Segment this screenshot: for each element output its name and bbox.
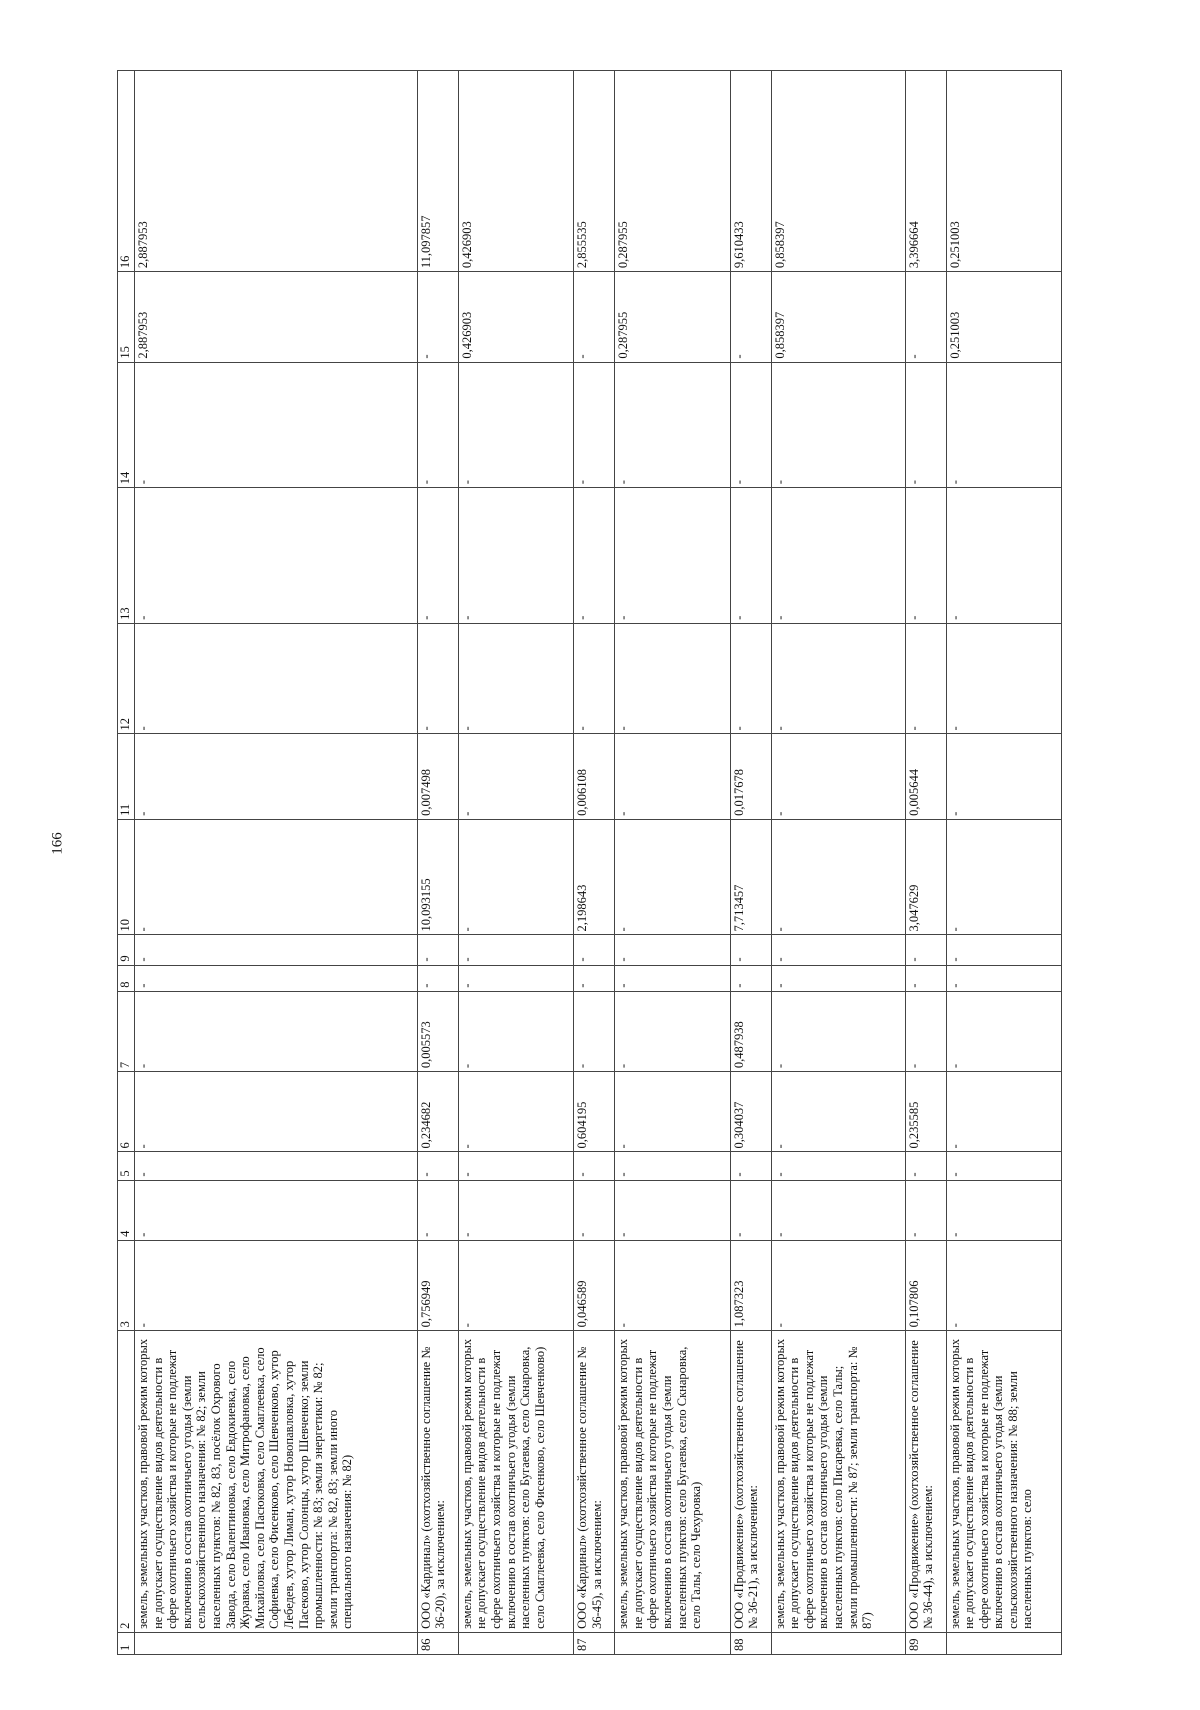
value-cell: 11,097857 — [417, 71, 458, 272]
value-cell: - — [946, 1240, 1061, 1330]
column-header-12: 12 — [118, 623, 135, 734]
value-cell: - — [135, 1180, 418, 1240]
row-number-cell: 88 — [730, 1632, 771, 1654]
value-cell: - — [771, 965, 905, 991]
row-number-cell — [771, 1632, 905, 1654]
value-cell: 0,006108 — [574, 734, 615, 819]
value-cell: - — [730, 965, 771, 991]
value-cell: 0,046589 — [574, 1240, 615, 1330]
column-header-3: 3 — [118, 1240, 135, 1330]
value-cell: - — [615, 488, 730, 624]
table-row — [417, 71, 458, 1655]
value-cell: - — [458, 1180, 573, 1240]
value-cell: 0,107806 — [905, 1240, 946, 1330]
value-cell: 0,604195 — [574, 1072, 615, 1152]
value-cell: 2,198643 — [574, 819, 615, 935]
value-cell: 0,005644 — [905, 734, 946, 819]
value-cell: 7,713457 — [730, 819, 771, 935]
value-cell: 0,007498 — [417, 734, 458, 819]
value-cell: - — [730, 488, 771, 624]
column-header-15: 15 — [118, 272, 135, 362]
column-header-8: 8 — [118, 965, 135, 991]
value-cell: 9,610433 — [730, 71, 771, 272]
value-cell: 0,005573 — [417, 991, 458, 1071]
value-cell: - — [458, 623, 573, 734]
value-cell: - — [458, 362, 573, 488]
value-cell: - — [771, 623, 905, 734]
value-cell: 0,858397 — [771, 71, 905, 272]
value-cell: - — [771, 1152, 905, 1180]
value-cell: - — [905, 1152, 946, 1180]
value-cell: - — [771, 1240, 905, 1330]
table-row — [574, 71, 615, 1655]
value-cell: - — [417, 272, 458, 362]
description-cell: земель, земельных участков, правовой режим которых не допускает осуществление видов деятельности в сфере охотничьего хозяйства и которые не подлежат включению в состав охотничьего угодья (земли сельскохозяйственного назначения: № 88; земли населенных пунктов: село — [946, 1331, 1061, 1633]
value-cell: - — [574, 1152, 615, 1180]
description-cell: ООО «Продвижение» (охотхозяйственное соглашение № 36-21), за исключением: — [730, 1331, 771, 1633]
column-header-6: 6 — [118, 1072, 135, 1152]
value-cell: - — [135, 935, 418, 965]
value-cell: - — [615, 1240, 730, 1330]
value-cell: - — [615, 1152, 730, 1180]
table-row — [135, 71, 418, 1655]
value-cell: - — [730, 1180, 771, 1240]
value-cell: - — [458, 1072, 573, 1152]
value-cell: - — [135, 623, 418, 734]
value-cell: - — [946, 362, 1061, 488]
value-cell: - — [905, 965, 946, 991]
description-cell: ООО «Кардинал» (охотхозяйственное соглашение № 36-45), за исключением: — [574, 1331, 615, 1633]
value-cell: - — [417, 1180, 458, 1240]
value-cell: 0,017678 — [730, 734, 771, 819]
value-cell: - — [574, 488, 615, 624]
value-cell: 0,251003 — [946, 272, 1061, 362]
table-row — [771, 71, 905, 1655]
value-cell: - — [615, 1180, 730, 1240]
value-cell: 0,756949 — [417, 1240, 458, 1330]
column-header-10: 10 — [118, 819, 135, 935]
value-cell: - — [946, 1072, 1061, 1152]
value-cell: - — [771, 1072, 905, 1152]
value-cell: - — [730, 935, 771, 965]
column-header-7: 7 — [118, 991, 135, 1071]
column-header-5: 5 — [118, 1152, 135, 1180]
table-row — [905, 71, 946, 1655]
value-cell: 3,396664 — [905, 71, 946, 272]
row-number-cell — [946, 1632, 1061, 1654]
value-cell: - — [135, 991, 418, 1071]
value-cell: - — [574, 965, 615, 991]
value-cell: - — [458, 819, 573, 935]
value-cell: - — [771, 991, 905, 1071]
value-cell: - — [417, 623, 458, 734]
value-cell: 0,234682 — [417, 1072, 458, 1152]
value-cell: - — [615, 623, 730, 734]
column-header-2: 2 — [118, 1331, 135, 1633]
value-cell: - — [946, 991, 1061, 1071]
value-cell: - — [946, 1180, 1061, 1240]
value-cell: - — [771, 1180, 905, 1240]
value-cell: - — [458, 488, 573, 624]
table-body — [135, 71, 1062, 1655]
value-cell: 0,487938 — [730, 991, 771, 1071]
column-header-13: 13 — [118, 488, 135, 624]
value-cell: - — [946, 965, 1061, 991]
value-cell: - — [135, 362, 418, 488]
value-cell: - — [135, 734, 418, 819]
rotated-table-wrapper — [117, 70, 1062, 1655]
value-cell: - — [905, 623, 946, 734]
value-cell: - — [771, 734, 905, 819]
value-cell: 0,235585 — [905, 1072, 946, 1152]
value-cell: - — [135, 488, 418, 624]
value-cell: - — [730, 1152, 771, 1180]
value-cell: - — [905, 488, 946, 624]
value-cell: 3,047629 — [905, 819, 946, 935]
description-cell: земель, земельных участков, правовой режим которых не допускает осуществление видов деятельности в сфере охотничьего хозяйства и которые не подлежат включению в состав охотничьего угодья (земли населенных пунктов: село Бугаевка, село Скнаровка, село Талы, село Чехуровка) — [615, 1331, 730, 1633]
value-cell: 0,426903 — [458, 71, 573, 272]
value-cell: 10,093155 — [417, 819, 458, 935]
value-cell: - — [771, 362, 905, 488]
value-cell: - — [946, 623, 1061, 734]
value-cell: - — [574, 991, 615, 1071]
table-row — [615, 71, 730, 1655]
value-cell: 2,887953 — [135, 272, 418, 362]
column-header-11: 11 — [118, 734, 135, 819]
description-cell: земель, земельных участков, правовой режим которых не допускает осуществление видов деятельности в сфере охотничьего хозяйства и которые не подлежат включению в состав охотничьего угодья (земли населенных пунктов: село Писаревка, село Талы; земли промышленности: № 87; земли транспорта: № 87) — [771, 1331, 905, 1633]
row-number-cell: 89 — [905, 1632, 946, 1654]
value-cell: 2,887953 — [135, 71, 418, 272]
value-cell: - — [458, 734, 573, 819]
value-cell: - — [574, 935, 615, 965]
value-cell: 0,287955 — [615, 71, 730, 272]
column-header-9: 9 — [118, 935, 135, 965]
table-row — [730, 71, 771, 1655]
description-cell: ООО «Продвижение» (охотхозяйственное соглашение № 36-44), за исключением: — [905, 1331, 946, 1633]
value-cell: - — [615, 734, 730, 819]
value-cell: - — [417, 488, 458, 624]
value-cell: - — [905, 362, 946, 488]
value-cell: - — [574, 272, 615, 362]
value-cell: - — [574, 623, 615, 734]
table-row — [946, 71, 1061, 1655]
value-cell: 0,251003 — [946, 71, 1061, 272]
value-cell: - — [771, 819, 905, 935]
value-cell: 2,855535 — [574, 71, 615, 272]
column-header-4: 4 — [118, 1180, 135, 1240]
value-cell: - — [615, 819, 730, 935]
row-number-cell: 87 — [574, 1632, 615, 1654]
value-cell: - — [946, 935, 1061, 965]
value-cell: - — [135, 1152, 418, 1180]
table-row — [458, 71, 573, 1655]
value-cell: - — [615, 935, 730, 965]
value-cell: 0,304037 — [730, 1072, 771, 1152]
value-cell: - — [458, 991, 573, 1071]
row-number-cell — [135, 1632, 418, 1654]
value-cell: - — [135, 1240, 418, 1330]
description-cell: ООО «Кардинал» (охотхозяйственное соглашение № 36-20), за исключением: — [417, 1331, 458, 1633]
value-cell: - — [574, 362, 615, 488]
value-cell: - — [730, 272, 771, 362]
value-cell: - — [417, 1152, 458, 1180]
value-cell: - — [771, 935, 905, 965]
description-cell: земель, земельных участков, правовой режим которых не допускает осуществление видов деятельности в сфере охотничьего хозяйства и которые не подлежат включению в состав охотничьего угодья (земли населенных пунктов: село Бугаевка, село Скнаровка, село Смаглеевка, село Фисенково, село Шевченково) — [458, 1331, 573, 1633]
value-cell: - — [417, 965, 458, 991]
row-number-cell: 86 — [417, 1632, 458, 1654]
value-cell: - — [574, 1180, 615, 1240]
row-number-cell — [458, 1632, 573, 1654]
value-cell: - — [615, 991, 730, 1071]
value-cell: 0,858397 — [771, 272, 905, 362]
value-cell: - — [730, 623, 771, 734]
value-cell: - — [946, 1152, 1061, 1180]
value-cell: - — [458, 1152, 573, 1180]
value-cell: 1,087323 — [730, 1240, 771, 1330]
value-cell: - — [458, 935, 573, 965]
page-number: 166 — [49, 832, 66, 855]
column-header-14: 14 — [118, 362, 135, 488]
value-cell: - — [905, 272, 946, 362]
value-cell: - — [458, 965, 573, 991]
value-cell: - — [135, 819, 418, 935]
value-cell: 0,426903 — [458, 272, 573, 362]
value-cell: - — [905, 991, 946, 1071]
column-header-1: 1 — [118, 1632, 135, 1654]
value-cell: - — [458, 1240, 573, 1330]
value-cell: - — [615, 965, 730, 991]
description-cell: земель, земельных участков, правовой режим которых не допускает осуществление видов деятельности в сфере охотничьего хозяйства и которые не подлежат включению в состав охотничьего угодья (земли сельскохозяйственного назначения: № 82; земли населенных пунктов: № 82, 83, посёлок Охрового Завода, село Валентиновка, село Евдокиевка, село Журавка, село Ивановка, село Митрофановка, село Михайловка, село Пасюковка, село Смаглеевка, село Софиевка, село Фисенково, село Шевченково, хутор Лебедев, хутор Лиман, хутор Новопавловка, хутор Пасеково, хутор Солонцы, хутор Шевченко; земли промышленности: № 83; земли энергетики: № 82; земли транспорта: № 82, 83; земли иного специального назначения: № 82) — [135, 1331, 418, 1633]
value-cell: - — [946, 488, 1061, 624]
value-cell: - — [135, 1072, 418, 1152]
value-cell: - — [417, 935, 458, 965]
value-cell: - — [615, 362, 730, 488]
data-table — [117, 70, 1062, 1655]
value-cell: - — [905, 1180, 946, 1240]
value-cell: - — [730, 362, 771, 488]
header-row — [118, 71, 135, 1655]
column-header-16: 16 — [118, 71, 135, 272]
value-cell: 0,287955 — [615, 272, 730, 362]
value-cell: - — [905, 935, 946, 965]
value-cell: - — [946, 819, 1061, 935]
value-cell: - — [135, 965, 418, 991]
value-cell: - — [417, 362, 458, 488]
value-cell: - — [615, 1072, 730, 1152]
row-number-cell — [615, 1632, 730, 1654]
value-cell: - — [946, 734, 1061, 819]
value-cell: - — [771, 488, 905, 624]
